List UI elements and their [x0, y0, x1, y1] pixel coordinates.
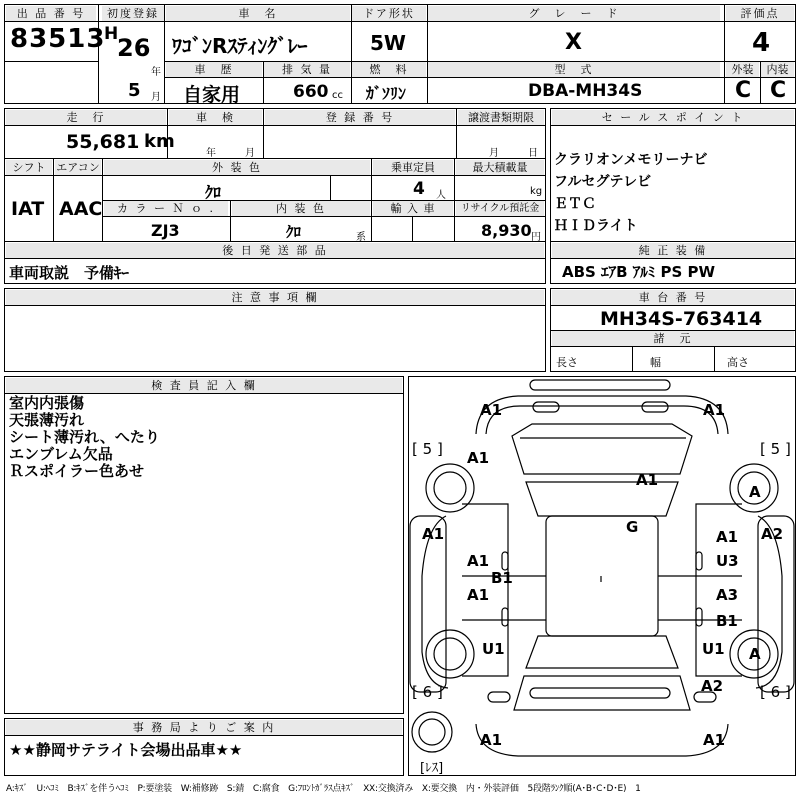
- inspector-note: 室内内張傷: [9, 394, 85, 412]
- inspector-note: 天張薄汚れ: [9, 411, 85, 429]
- damage-code: B1: [716, 612, 738, 630]
- import-header: 輸 入 車: [373, 201, 453, 216]
- sales-point-item: ＥＴＣ: [554, 196, 596, 212]
- damage-code: B1: [491, 569, 513, 587]
- ac-header: エアコン: [56, 161, 100, 174]
- color-no-value: ZJ3: [151, 221, 180, 240]
- registration-header: 登 録 番 号: [265, 110, 455, 125]
- damage-code: A1: [480, 731, 503, 749]
- damage-code: A1: [716, 528, 739, 546]
- sales-point-item: ＨＩＤライト: [554, 218, 638, 234]
- model-code: DBA-MH34S: [528, 81, 643, 101]
- chassis-header: 車 台 番 号: [552, 290, 794, 305]
- damage-code: A: [749, 645, 761, 663]
- displacement-header: 排 気 量: [264, 62, 350, 77]
- recycle-value: 8,930: [481, 221, 532, 240]
- displacement-unit: cc: [332, 90, 343, 101]
- damage-code: U1: [482, 640, 505, 658]
- sales-point-item: クラリオンメモリーナビ: [554, 152, 708, 168]
- doors-header: ドア形状: [352, 6, 426, 21]
- damage-code: A1: [480, 401, 503, 419]
- first-reg-year: 26: [117, 34, 151, 62]
- car-name-header: 車 名: [166, 6, 350, 21]
- ac-value: AAC: [59, 198, 103, 220]
- first-reg-month: 5: [128, 80, 141, 101]
- recycle-unit: 円: [531, 232, 541, 243]
- interior-grade: C: [770, 78, 787, 103]
- spare-tire-label: [ﾚｽ]: [420, 761, 444, 776]
- shift-value: IAT: [11, 198, 45, 220]
- damage-code: A3: [716, 586, 739, 604]
- int-color-value: ｸﾛ: [286, 223, 302, 241]
- damage-code: A1: [467, 552, 490, 570]
- later-parts-value: 車両取説 予備ｷｰ: [9, 264, 130, 282]
- inspection-month-unit: 月: [245, 148, 255, 159]
- recycle-header: リサイクル預託金: [456, 201, 544, 216]
- height-label: 高さ: [727, 356, 749, 369]
- caution-header: 注 意 事 項 欄: [6, 290, 544, 305]
- grade-header: グ レ ー ド: [428, 6, 720, 21]
- genuine-header: 純 正 装 備: [552, 243, 794, 258]
- damage-code: A: [749, 483, 761, 501]
- damage-code: A1: [467, 449, 490, 467]
- sales-points-header: セ ー ル ス ポ イ ン ト: [552, 110, 794, 125]
- damage-code: A1: [422, 525, 445, 543]
- ext-color-header: 外 装 色: [104, 160, 370, 175]
- era-letter: H: [104, 24, 119, 44]
- car-name: ﾜｺﾞﾝRｽﾃｨﾝｸﾞﾚｰ: [172, 34, 308, 58]
- inspector-header: 検 査 員 記 入 欄: [6, 378, 402, 393]
- chassis-number: MH34S-763414: [600, 308, 763, 330]
- color-no-header: カ ラ ー Ｎ ｏ .: [104, 201, 228, 216]
- inspector-note: Ｒスポイラー色あせ: [9, 462, 145, 480]
- damage-code: A1: [703, 731, 726, 749]
- mileage-header: 走 行: [6, 110, 166, 125]
- fuel-header: 燃 料: [352, 62, 426, 77]
- mileage-value: 55,681: [66, 131, 140, 153]
- damage-code: U3: [716, 552, 739, 570]
- history-value: 自家用: [183, 84, 241, 106]
- damage-code: U1: [702, 640, 725, 658]
- inspection-year-unit: 年: [206, 148, 216, 159]
- first-reg-header: 初度登録: [102, 6, 164, 21]
- inspector-note: シート薄汚れ、へたり: [9, 428, 160, 446]
- model-header: 型 式: [428, 62, 720, 77]
- dims-header: 諸 元: [552, 331, 794, 346]
- damage-code: A2: [761, 525, 784, 543]
- transfer-month-unit: 月: [489, 148, 499, 159]
- office-value: ★★静岡サテライト会場出品車★★: [9, 741, 243, 759]
- transfer-day-unit: 日: [528, 148, 538, 159]
- office-header: 事 務 局 よ り ご 案 内: [6, 720, 402, 735]
- score-header: 評価点: [726, 6, 794, 21]
- ext-color-value: ｸﾛ: [205, 183, 222, 202]
- transfer-header: 譲渡書類期限: [458, 110, 544, 125]
- lot-number-header: 出 品 番 号: [6, 6, 96, 21]
- damage-code: A1: [703, 401, 726, 419]
- length-label: 長さ: [556, 356, 578, 369]
- damage-legend: A:ｷｽﾞ U:ﾍｺﾐ B:ｷｽﾞを伴うﾍｺﾐ P:要塗装 W:補修跡 S:錆 C:腐食 G:ﾌﾛﾝﾄｶﾞﾗｽ点ｷｽﾞ XX:交換済み X:要交換 内・外装評価 5段階ﾗﾝｸ順(A･B･C･D･E) 1: [6, 784, 641, 794]
- mileage-unit: km: [144, 131, 175, 152]
- doors-value: 5W: [370, 31, 406, 55]
- score-value: 4: [752, 28, 771, 58]
- capacity-unit: 人: [436, 190, 446, 201]
- tire-right-front: [ 5 ]: [760, 440, 791, 458]
- damage-code: G: [626, 518, 639, 536]
- inspector-note: エンブレム欠品: [9, 445, 113, 463]
- exterior-header: 外装: [726, 62, 759, 77]
- tire-left-rear: [ 6 ]: [412, 683, 443, 701]
- displacement-value: 660: [293, 82, 329, 102]
- damage-code: A2: [701, 677, 724, 695]
- sales-point-item: フルセグテレビ: [554, 174, 652, 190]
- interior-header: 内装: [761, 62, 794, 77]
- year-unit: 年: [151, 67, 161, 78]
- tire-left-front: [ 5 ]: [412, 440, 443, 458]
- month-unit: 月: [151, 92, 161, 103]
- later-parts-header: 後 日 発 送 部 品: [6, 243, 544, 258]
- exterior-grade: C: [735, 78, 752, 103]
- genuine-value: ABS ｴｱB ｱﾙﾐ PS PW: [562, 263, 716, 281]
- int-color-unit: 系: [356, 232, 366, 243]
- max-load-unit: kg: [530, 186, 543, 197]
- history-header: 車 歴: [166, 62, 262, 77]
- lot-number: 83513: [10, 24, 106, 54]
- int-color-header: 内 装 色: [232, 201, 370, 216]
- damage-code: A1: [467, 586, 490, 604]
- fuel-value: ｶﾞｿﾘﾝ: [366, 84, 407, 103]
- capacity-value: 4: [413, 179, 425, 199]
- width-label: 幅: [650, 356, 661, 369]
- car-outline-diagram: [408, 376, 796, 776]
- tire-right-rear: [ 6 ]: [760, 683, 791, 701]
- grade-value: X: [565, 30, 582, 55]
- shift-header: シフト: [6, 160, 52, 175]
- damage-code: A1: [636, 471, 659, 489]
- max-load-header: 最大積載量: [456, 160, 544, 175]
- capacity-header: 乗車定員: [373, 160, 453, 175]
- inspection-header: 車 検: [169, 110, 262, 125]
